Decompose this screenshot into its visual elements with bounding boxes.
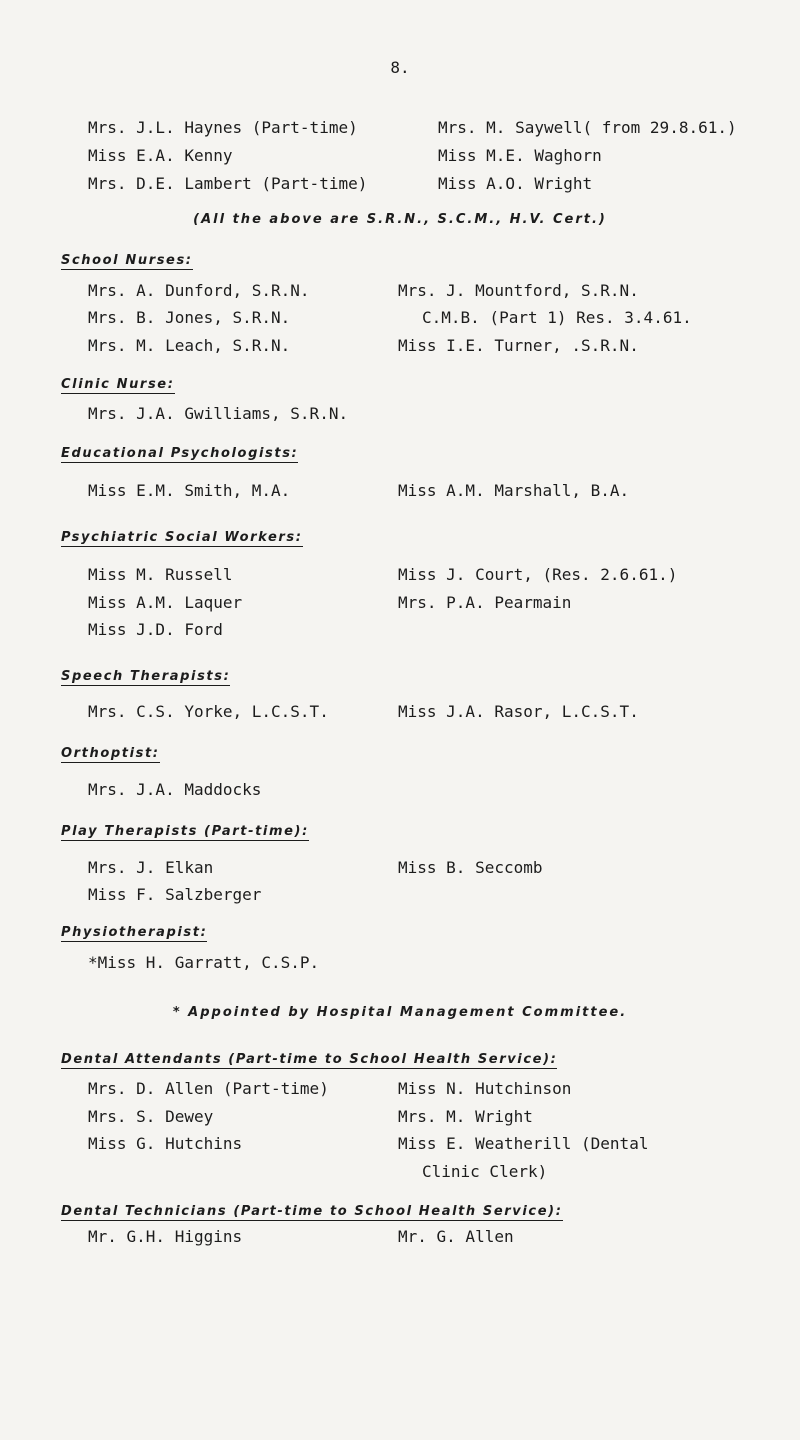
staff-name: Mrs. J. Mountford, S.R.N. <box>398 281 639 300</box>
staff-name: Miss A.M. Marshall, B.A. <box>398 481 630 500</box>
staff-name: Mrs. J. Elkan <box>88 858 214 877</box>
staff-name: Miss E. Weatherill (Dental <box>398 1134 649 1153</box>
staff-name: Mrs. B. Jones, S.R.N. <box>88 308 291 327</box>
staff-name: Miss J.D. Ford <box>88 620 223 639</box>
staff-name: Mrs. A. Dunford, S.R.N. <box>88 281 310 300</box>
staff-name: *Miss H. Garratt, C.S.P. <box>88 953 320 972</box>
section-heading: Dental Attendants (Part-time to School Health Service): <box>61 1052 558 1067</box>
section-heading: Speech Therapists: <box>61 669 231 684</box>
section-heading: Play Therapists (Part-time): <box>61 824 309 839</box>
staff-name: Mrs. J.L. Haynes (Part-time) <box>88 118 358 137</box>
staff-name: Miss B. Seccomb <box>398 858 543 877</box>
staff-name: Clinic Clerk) <box>422 1162 548 1181</box>
staff-name: Miss G. Hutchins <box>88 1134 243 1153</box>
staff-name: Mrs. J.A. Gwilliams, S.R.N. <box>88 404 349 423</box>
staff-name: Mr. G.H. Higgins <box>88 1227 243 1246</box>
staff-name: Miss A.O. Wright <box>438 174 593 193</box>
staff-name: Miss J. Court, (Res. 2.6.61.) <box>398 565 678 584</box>
page-number: 8. <box>390 58 410 77</box>
staff-name: Miss N. Hutchinson <box>398 1079 572 1098</box>
staff-name: C.M.B. (Part 1) Res. 3.4.61. <box>422 308 692 327</box>
staff-name: Miss M. Russell <box>88 565 233 584</box>
section-heading: Psychiatric Social Workers: <box>61 530 303 545</box>
staff-name: Miss J.A. Rasor, L.C.S.T. <box>398 702 639 721</box>
staff-name: Miss E.M. Smith, M.A. <box>88 481 291 500</box>
staff-name: Miss E.A. Kenny <box>88 146 233 165</box>
section-heading: Dental Technicians (Part-time to School Health Service): <box>61 1204 563 1219</box>
staff-name: Mrs. P.A. Pearmain <box>398 593 572 612</box>
staff-name: Mrs. M. Leach, S.R.N. <box>88 336 291 355</box>
staff-name: Miss A.M. Laquer <box>88 593 243 612</box>
section-heading: Physiotherapist: <box>61 925 208 940</box>
staff-name: Miss F. Salzberger <box>88 885 262 904</box>
staff-name: Mrs. S. Dewey <box>88 1107 214 1126</box>
section-heading: Clinic Nurse: <box>61 377 175 392</box>
staff-name: Mrs. M. Saywell( from 29.8.61.) <box>438 118 737 137</box>
staff-name: Mrs. D. Allen (Part-time) <box>88 1079 329 1098</box>
section-heading: Orthoptist: <box>61 746 160 761</box>
staff-name: Mrs. J.A. Maddocks <box>88 780 262 799</box>
staff-name: Miss M.E. Waghorn <box>438 146 602 165</box>
staff-name: Mrs. M. Wright <box>398 1107 533 1126</box>
qualification-note: (All the above are S.R.N., S.C.M., H.V. Cert.) <box>193 212 607 227</box>
section-heading: School Nurses: <box>61 253 193 268</box>
appointment-note: * Appointed by Hospital Management Committee. <box>172 1005 628 1020</box>
staff-name: Mr. G. Allen <box>398 1227 514 1246</box>
staff-name: Mrs. C.S. Yorke, L.C.S.T. <box>88 702 329 721</box>
section-heading: Educational Psychologists: <box>61 446 299 461</box>
staff-name: Mrs. D.E. Lambert (Part-time) <box>88 174 368 193</box>
staff-name: Miss I.E. Turner, .S.R.N. <box>398 336 639 355</box>
